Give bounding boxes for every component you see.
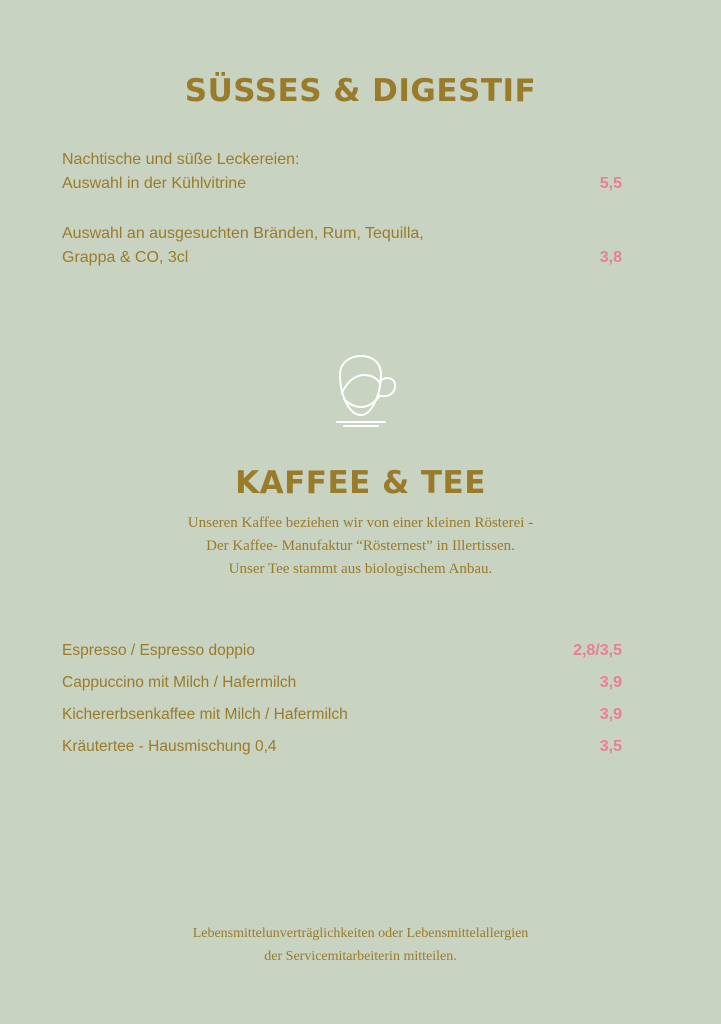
section-title-suesses: SÜSSES & DIGESTIF <box>184 73 537 109</box>
menu-item-spirits <box>62 222 622 270</box>
footer-line: der Servicemitarbeiterin mitteilen. <box>264 949 457 964</box>
menu-item-name-line: Nachtische und süße Leckereien: <box>62 151 300 168</box>
menu-item-dessert <box>62 148 622 196</box>
menu-item-price: 2,8/3,5 <box>573 642 622 659</box>
menu-item-herbal-tea <box>62 735 622 759</box>
coffee-cup-icon <box>334 353 400 429</box>
intro-line: Unser Tee stammt aus biologischem Anbau. <box>228 561 493 577</box>
menu-item-price: 3,5 <box>599 738 622 755</box>
intro-line: Unseren Kaffee beziehen wir von einer kleinen Rösterei - <box>187 515 534 531</box>
footer-line: Lebensmittelunverträglichkeiten oder Lebensmittelallergien <box>192 926 529 941</box>
menu-item-price: 5,5 <box>599 175 622 192</box>
coffee-intro-text <box>0 512 721 581</box>
menu-item-name: Kichererbsenkaffee mit Milch / Hafermilch <box>62 706 348 723</box>
menu-item-name: Cappuccino mit Milch / Hafermilch <box>62 674 297 691</box>
menu-item-price: 3,9 <box>599 674 622 691</box>
menu-item-name <box>62 222 622 270</box>
menu-item-name-line: Auswahl an ausgesuchten Bränden, Rum, Tequilla, <box>62 225 424 242</box>
menu-item-price: 3,9 <box>599 706 622 723</box>
menu-item-name-line: Auswahl in der Kühlvitrine <box>62 175 247 192</box>
menu-item-name: Kräutertee - Hausmischung 0,4 <box>62 738 277 755</box>
menu-item-name <box>62 148 622 196</box>
menu-item-price: 3,8 <box>599 249 622 266</box>
menu-item-chickpea-coffee <box>62 703 622 727</box>
menu-item-cappuccino <box>62 671 622 695</box>
section-title-kaffee: KAFFEE & TEE <box>235 465 486 501</box>
menu-item-espresso <box>62 639 622 663</box>
menu-item-name-line: Grappa & CO, 3cl <box>62 249 189 266</box>
allergy-notice <box>0 922 721 968</box>
menu-item-name: Espresso / Espresso doppio <box>62 642 255 659</box>
intro-line: Der Kaffee- Manufaktur “Rösternest” in Illertissen. <box>206 538 515 554</box>
